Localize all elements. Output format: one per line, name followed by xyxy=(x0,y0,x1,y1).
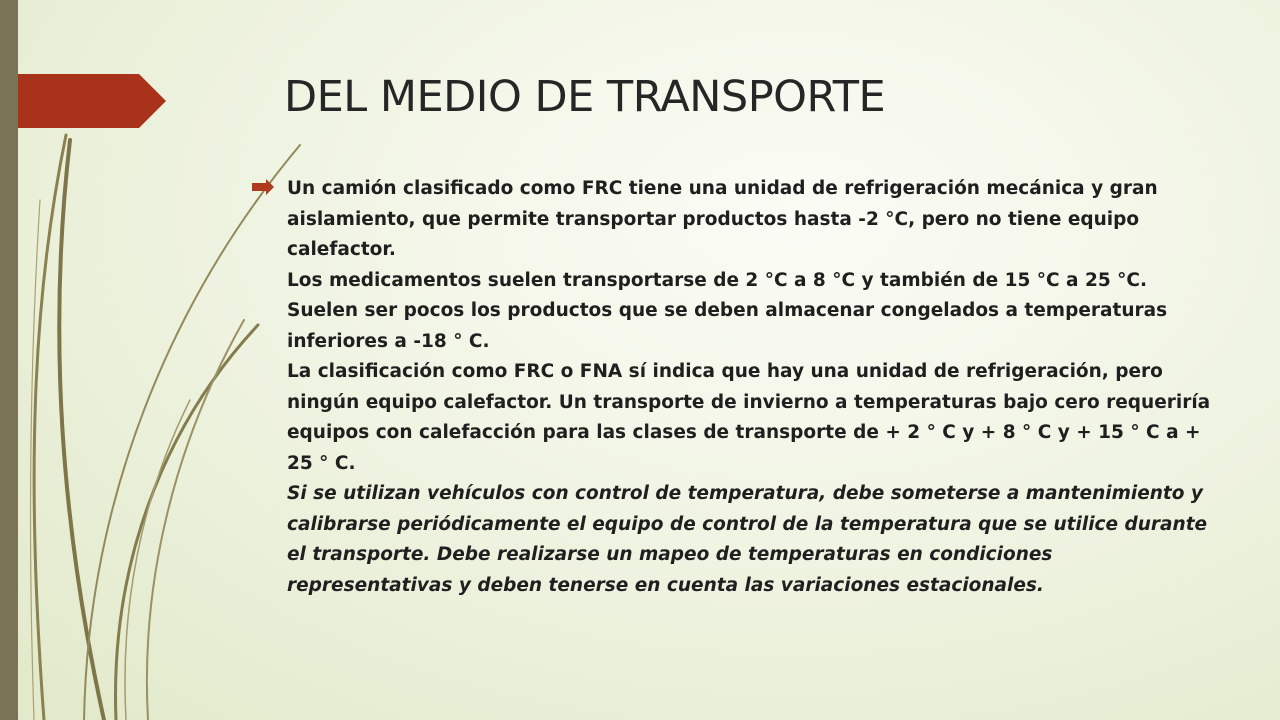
paragraph-classification: La clasificación como FRC o FNA sí indica que hay una unidad de refrigeración, pero ningún equipo calefactor. Un transporte de invierno a temperaturas bajo cero requeriría equipos con calefacción para las clases de transporte de + 2 ° C y + 8 ° C y + 15 ° C a + 25 ° C. xyxy=(287,361,1211,474)
paragraph-frc-truck: Un camión clasificado como FRC tiene una unidad de refrigeración mecánica y gran aislamiento, que permite transportar productos hasta -2 °C, pero no tiene equipo calefactor. xyxy=(287,178,1158,260)
chevron-arrow-bullet-icon xyxy=(252,178,274,196)
bullet-text xyxy=(287,174,1212,601)
content-body xyxy=(252,174,1212,601)
paragraph-vehicle-maintenance: Si se utilizan vehículos con control de temperatura, debe someterse a mantenimiento y calibrarse periódicamente el equipo de control de la temperatura que se utilice durante el transporte. Debe realizarse un mapeo de temperaturas en condiciones representativas y deben tenerse en cuenta las variaciones estacionales. xyxy=(287,483,1208,596)
slide-title: DEL MEDIO DE TRANSPORTE xyxy=(284,72,886,122)
paragraph-medication-temperatures: Los medicamentos suelen transportarse de 2 °C a 8 °C y también de 15 °C a 25 °C. Suelen ser pocos los productos que se deben almacenar congelados a temperaturas inferiores a -18 ° C. xyxy=(287,269,1168,352)
